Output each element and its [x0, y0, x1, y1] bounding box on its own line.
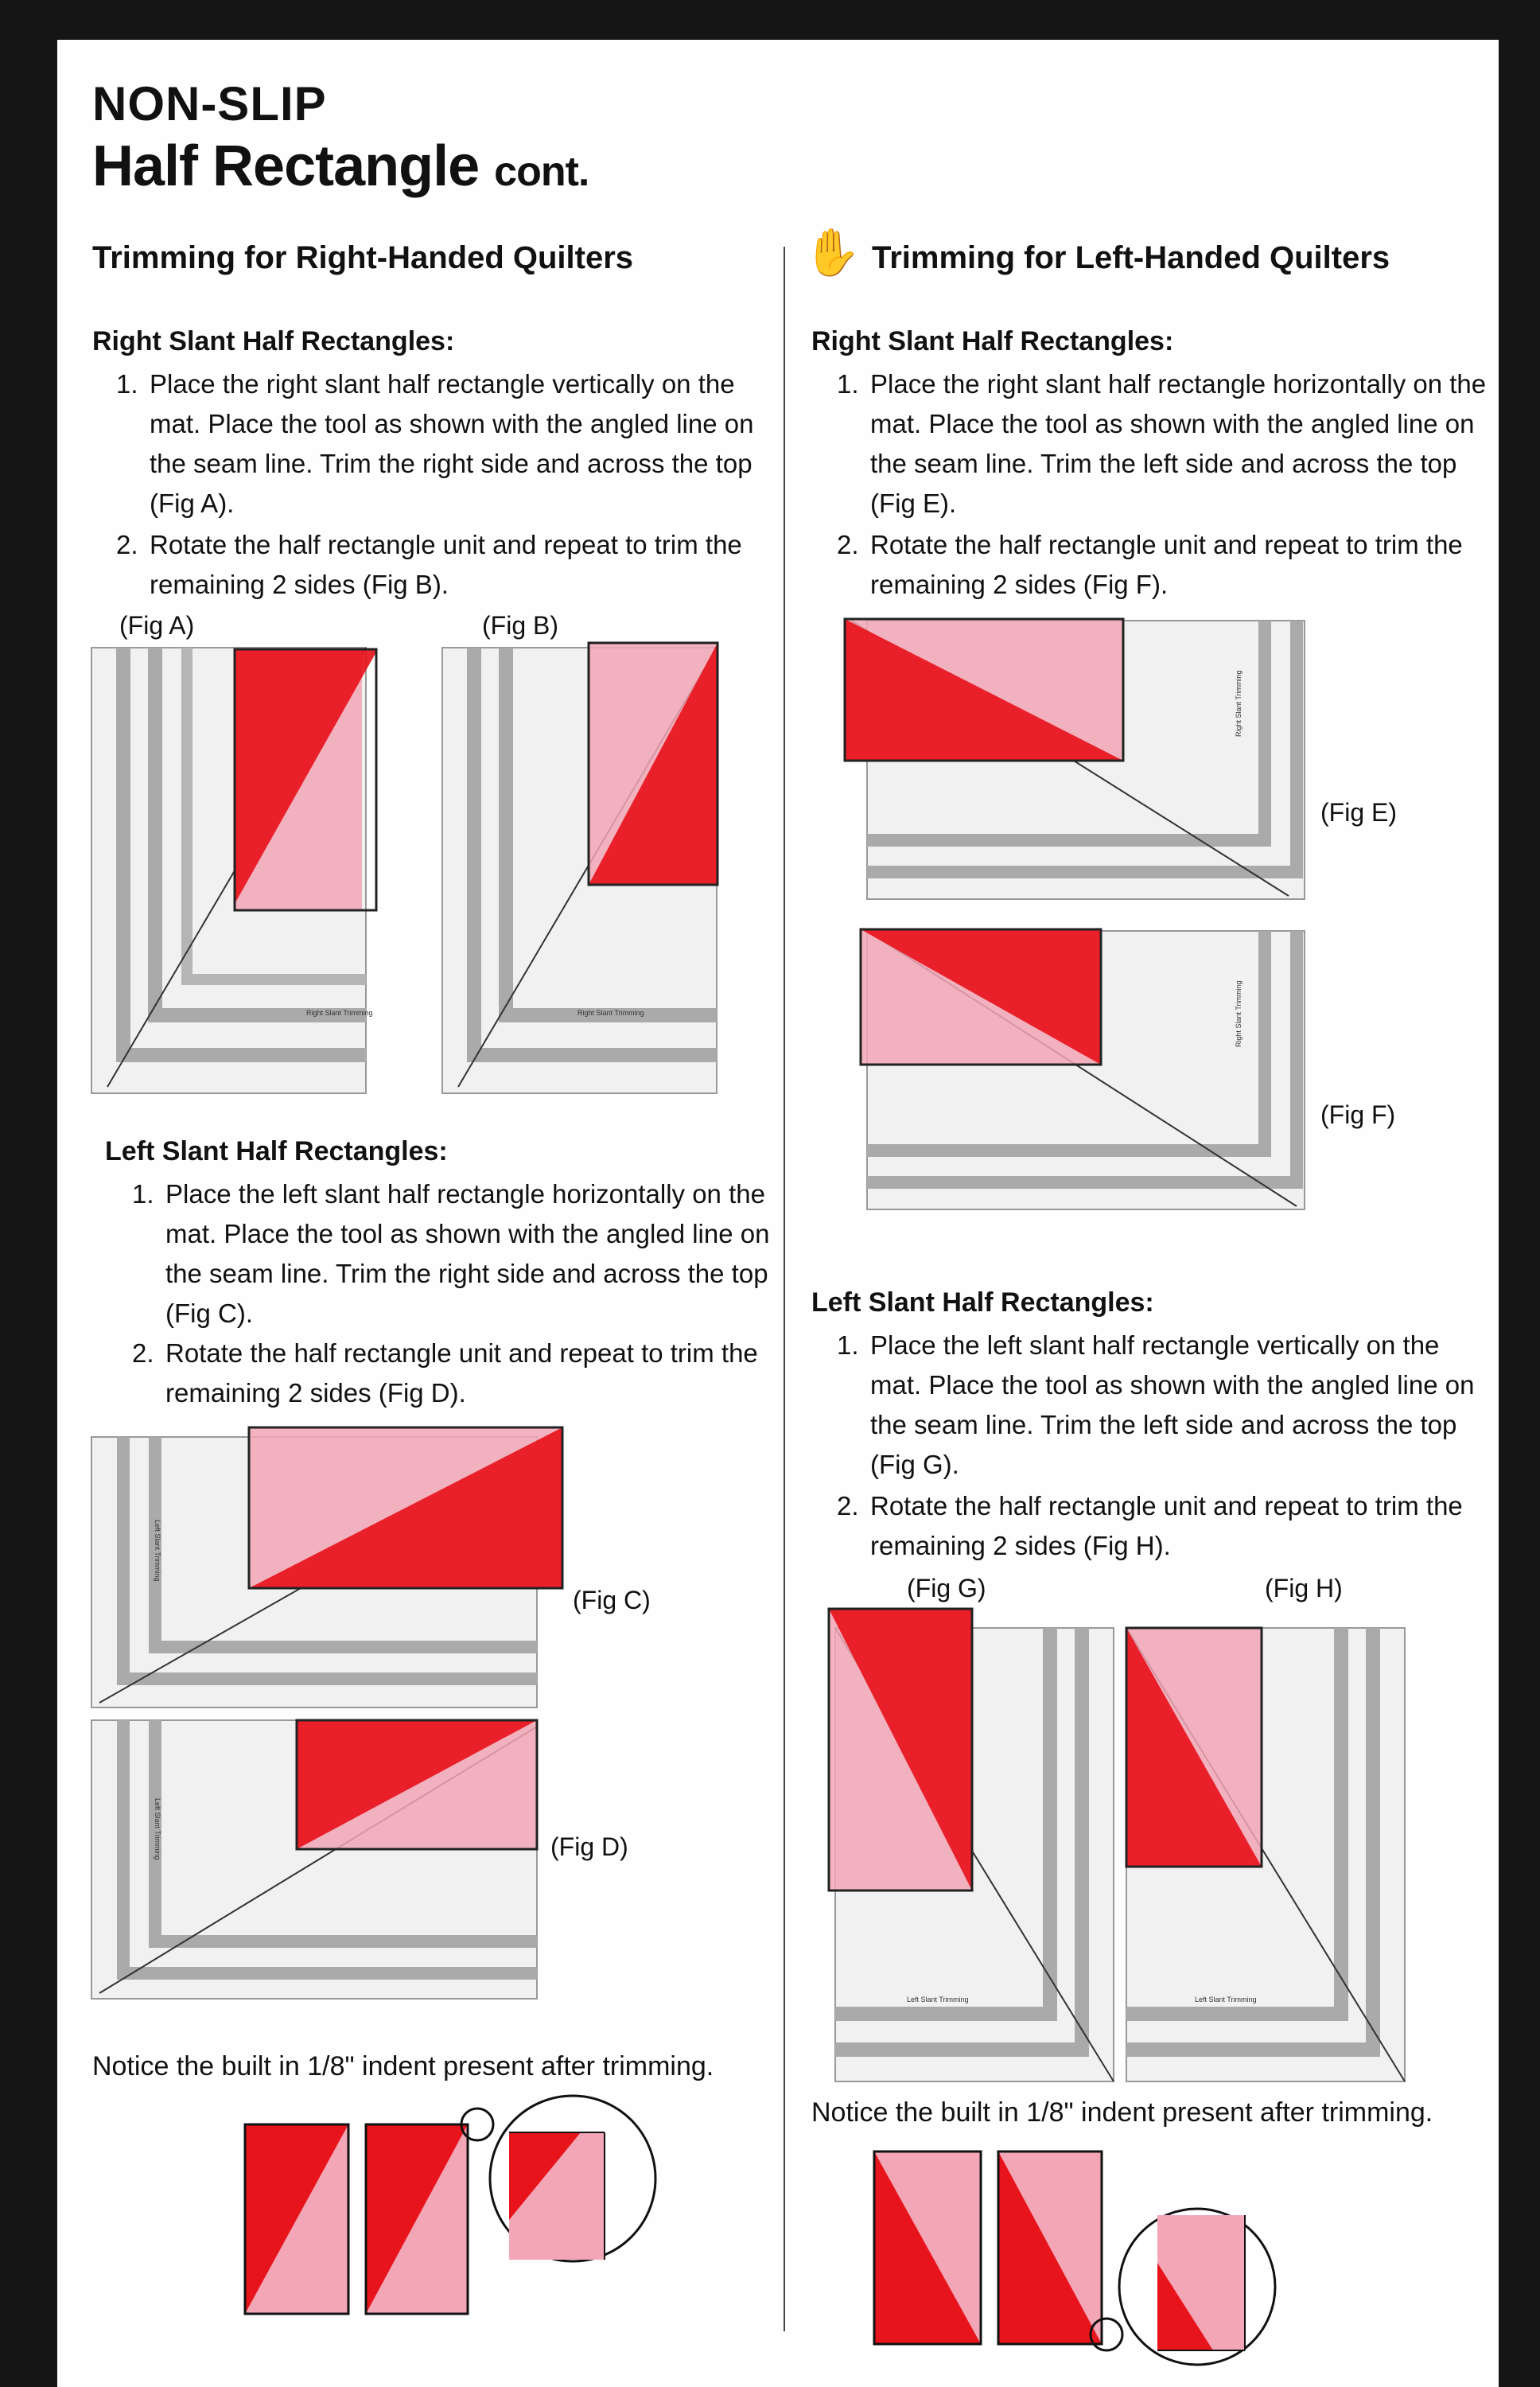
rh-notice: Notice the built in 1/8" indent present after trimming. [92, 2051, 714, 2081]
figure-c [91, 1424, 569, 1711]
list-item [116, 525, 776, 605]
title-line-1: NON-SLIP [92, 77, 327, 130]
rh-right-slant-heading: Right Slant Half Rectangles: [92, 326, 455, 356]
tool-label: Left Slant Trimming [907, 1996, 969, 2003]
step-number: 2. [116, 530, 138, 559]
step-number: 2. [837, 530, 859, 559]
step-text: Place the right slant half rectangle horizontally on the mat. Place the tool as shown with the angled line on the seam line. Trim the left side and across the top (Fig E). [870, 369, 1487, 518]
step-number: 1. [837, 1330, 859, 1360]
lh-left-slant-heading: Left Slant Half Rectangles: [811, 1287, 1154, 1318]
fig-b-caption: (Fig B) [482, 611, 558, 640]
fig-h-caption: (Fig H) [1265, 1574, 1343, 1602]
step-number: 2. [132, 1338, 154, 1368]
title-line-2 [92, 134, 589, 199]
hand-icon: ✋ [803, 227, 861, 278]
fig-c-caption: (Fig C) [573, 1586, 651, 1614]
lh-notice: Notice the built in 1/8" indent present after trimming. [811, 2097, 1433, 2128]
tool-label: Left Slant Trimming [154, 1798, 161, 1860]
tool-label: Right Slant Trimming [1235, 670, 1242, 737]
tool-label: Right Slant Trimming [1235, 980, 1242, 1047]
title-suffix: cont. [494, 149, 589, 195]
indent-illustration-left [871, 2144, 1301, 2382]
fig-a-caption: (Fig A) [119, 611, 195, 640]
step-text: Place the left slant half rectangle vertically on the mat. Place the tool as shown with the angled line on the seam line. Trim the left side and across the top (Fig G). [870, 1330, 1475, 1479]
fig-g-caption: (Fig G) [907, 1574, 986, 1602]
step-number: 2. [837, 1491, 859, 1521]
list-item [837, 525, 1497, 605]
figure-g [827, 1604, 1122, 2081]
fig-e-caption: (Fig E) [1320, 798, 1397, 827]
list-item [837, 1326, 1497, 1485]
list-item [132, 1174, 792, 1334]
tool-label: Right Slant Trimming [306, 1009, 373, 1017]
step-number: 1. [837, 369, 859, 399]
list-item [132, 1334, 792, 1413]
right-handed-heading: Trimming for Right-Handed Quilters [92, 240, 634, 275]
indent-illustration-right [239, 2101, 668, 2323]
figure-e [843, 617, 1312, 904]
lh-right-slant-heading: Right Slant Half Rectangles: [811, 326, 1174, 356]
step-text: Rotate the half rectangle unit and repeat to trim the remaining 2 sides (Fig B). [150, 530, 742, 599]
tool-label: Left Slant Trimming [154, 1520, 161, 1582]
tool-label: Right Slant Trimming [578, 1009, 644, 1017]
tool-label: Left Slant Trimming [1195, 1996, 1257, 2003]
step-text: Rotate the half rectangle unit and repeat to trim the remaining 2 sides (Fig F). [870, 530, 1463, 599]
title-main: Half Rectangle [92, 134, 480, 198]
step-text: Place the left slant half rectangle horizontally on the mat. Place the tool as shown with the angled line on the seam line. Trim the right side and across the top (Fig C). [165, 1179, 770, 1328]
step-number: 1. [132, 1179, 154, 1209]
list-item [837, 1486, 1497, 1566]
figure-h [1123, 1604, 1418, 2081]
figure-a [91, 641, 373, 1095]
figure-d [91, 1719, 569, 2005]
step-text: Rotate the half rectangle unit and repeat to trim the remaining 2 sides (Fig D). [165, 1338, 758, 1408]
figure-f [859, 928, 1312, 1214]
step-text: Place the right slant half rectangle vertically on the mat. Place the tool as shown with the angled line on the seam line. Trim the right side and across the top (Fig A). [150, 369, 754, 518]
list-item [837, 364, 1497, 524]
figure-b [442, 641, 721, 1095]
step-text: Rotate the half rectangle unit and repeat to trim the remaining 2 sides (Fig H). [870, 1491, 1463, 1560]
fig-f-caption: (Fig F) [1320, 1100, 1396, 1129]
fig-d-caption: (Fig D) [550, 1832, 628, 1861]
step-number: 1. [116, 369, 138, 399]
rh-left-slant-heading: Left Slant Half Rectangles: [105, 1136, 448, 1166]
list-item [116, 364, 776, 524]
left-handed-heading: Trimming for Left-Handed Quilters [872, 240, 1390, 275]
